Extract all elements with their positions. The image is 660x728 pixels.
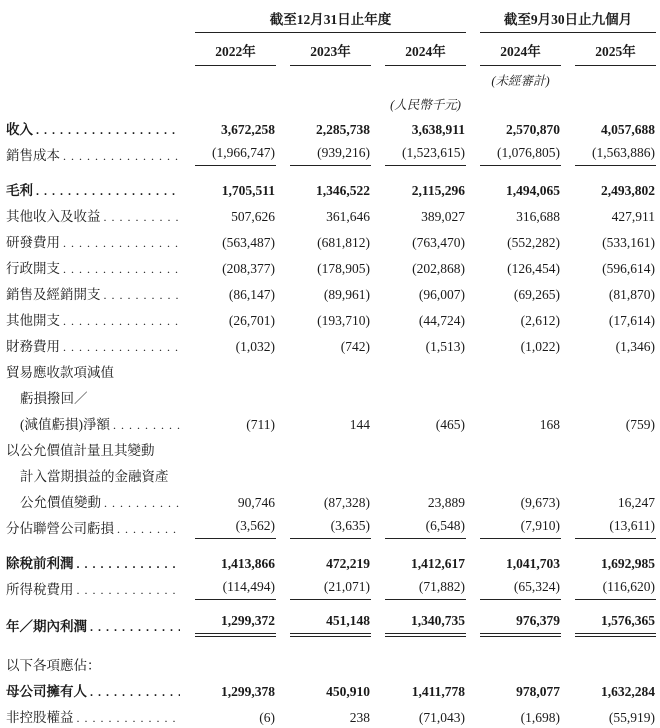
table-row <box>6 227 656 253</box>
table-row <box>6 305 656 331</box>
header-spacer <box>6 6 181 33</box>
cell-value: (563,487) <box>222 235 275 250</box>
cell-value: (193,710) <box>317 313 370 328</box>
row-label <box>6 140 181 166</box>
cell-value: (65,324) <box>466 574 561 600</box>
table-row <box>6 702 656 728</box>
row-label-text: 行政開支 <box>6 261 60 276</box>
cell-value: 90,746 <box>237 495 275 510</box>
unaudited-note: (未經審計) <box>491 74 550 88</box>
cell-value: 978,077 <box>516 684 561 699</box>
cell-value: 1,041,703 <box>506 556 561 571</box>
cell-value: (17,614) <box>608 313 656 328</box>
cell-value: (2,612) <box>520 313 561 328</box>
cell-value: (87,328) <box>323 495 370 510</box>
cell-value: (1,523,615) <box>371 140 466 166</box>
cell-value: (55,919) <box>608 710 656 725</box>
row-label <box>6 600 181 637</box>
row-label-text: 公允價值變動 <box>20 495 101 510</box>
table-row <box>6 201 656 227</box>
table-row <box>6 461 656 487</box>
cell-value: 472,219 <box>326 556 370 571</box>
cell-value: (7,910) <box>466 513 561 539</box>
cell-value: (81,870) <box>608 287 656 302</box>
dot-leader <box>117 521 180 537</box>
financial-statement-table <box>6 6 656 728</box>
table-row <box>6 166 656 201</box>
row-label-text: 非控股權益 <box>6 710 74 725</box>
cell-value: 1,340,735 <box>371 600 466 637</box>
table-row <box>6 409 656 435</box>
row-label-text: 其他開支 <box>6 313 60 328</box>
currency-note-row <box>6 90 656 114</box>
cell-value: (126,454) <box>507 261 561 276</box>
cell-value: 1,705,511 <box>221 183 275 198</box>
row-label <box>6 166 181 201</box>
cell-value: (21,071) <box>276 574 371 600</box>
cell-value: 238 <box>349 710 370 725</box>
cell-value: 427,911 <box>611 209 656 224</box>
period-group-nine-months-title: 截至9月30日止九個月 <box>480 6 656 33</box>
table-row <box>6 279 656 305</box>
cell-value: (116,620) <box>561 574 656 600</box>
row-label <box>6 676 181 702</box>
cell-value: 168 <box>539 417 561 432</box>
row-label-text: (減值虧損)淨額 <box>20 417 110 432</box>
cell-value: (1,346) <box>615 339 656 354</box>
row-label-text: 除稅前利潤 <box>6 556 74 571</box>
row-label <box>6 435 656 461</box>
cell-value: 3,672,258 <box>221 122 275 137</box>
cell-value: (3,562) <box>181 513 276 539</box>
row-label <box>6 357 656 383</box>
row-label-text: 以公允價值計量且其變動 <box>6 443 155 458</box>
cell-value: 1,692,985 <box>601 556 656 571</box>
cell-value: (596,614) <box>602 261 656 276</box>
row-label <box>6 461 656 487</box>
cell-value: (711) <box>246 417 275 432</box>
table-row <box>6 539 656 574</box>
cell-value: 3,638,911 <box>411 122 466 137</box>
cell-value: 1,412,617 <box>411 556 466 571</box>
cell-value: 976,379 <box>466 600 561 637</box>
cell-value: (26,701) <box>228 313 275 328</box>
row-label <box>6 702 181 728</box>
cell-value: 23,889 <box>427 495 466 510</box>
cell-value: 361,646 <box>326 209 370 224</box>
cell-value: (96,007) <box>418 287 466 302</box>
row-label <box>6 383 656 409</box>
cell-value: (465) <box>435 417 466 432</box>
cell-value: (759) <box>625 417 656 432</box>
row-label <box>6 409 181 435</box>
cell-value: (6) <box>259 710 275 725</box>
cell-value: (6,548) <box>371 513 466 539</box>
cell-value: (208,377) <box>222 261 275 276</box>
dot-leader <box>90 684 180 700</box>
cell-value: 1,576,365 <box>561 600 656 637</box>
year-header-row <box>6 33 656 66</box>
cell-value: 450,910 <box>326 684 370 699</box>
table-row <box>6 574 656 600</box>
row-label-text: 研發費用 <box>6 235 60 250</box>
table-row <box>6 331 656 357</box>
table-row <box>6 383 656 409</box>
unaudited-note-row <box>6 66 656 90</box>
row-label-text: 銷售及經銷開支 <box>6 287 101 302</box>
dot-leader <box>77 582 181 598</box>
table-row <box>6 140 656 166</box>
dot-leader <box>104 287 181 303</box>
dot-leader <box>63 261 180 277</box>
cell-value: (552,282) <box>507 235 561 250</box>
cell-value: (9,673) <box>520 495 561 510</box>
cell-value: 144 <box>349 417 370 432</box>
cell-value: 507,626 <box>231 209 275 224</box>
cell-value: (69,265) <box>513 287 561 302</box>
table-row <box>6 253 656 279</box>
dot-leader <box>36 183 180 199</box>
cell-value: 451,148 <box>276 600 371 637</box>
year-header-2023: 2023年 <box>276 33 371 66</box>
row-label-text: 其他收入及收益 <box>6 209 101 224</box>
cell-value: 2,115,296 <box>411 183 466 198</box>
table-body <box>6 114 656 728</box>
dot-leader <box>63 235 180 251</box>
cell-value: (202,868) <box>412 261 466 276</box>
row-label <box>6 114 181 140</box>
cell-value: 1,299,378 <box>221 684 275 699</box>
year-header-2025-9m: 2025年 <box>561 33 656 66</box>
row-label-text: 毛利 <box>6 183 33 198</box>
period-group-row <box>6 6 656 33</box>
cell-value: (1,076,805) <box>466 140 561 166</box>
cell-value: 2,285,738 <box>316 122 370 137</box>
row-label <box>6 513 181 539</box>
cell-value: 4,057,688 <box>601 122 656 137</box>
cell-value: (1,966,747) <box>181 140 276 166</box>
cell-value: (763,470) <box>412 235 466 250</box>
row-label <box>6 279 181 305</box>
cell-value: 389,027 <box>421 209 466 224</box>
cell-value: (1,563,886) <box>561 140 656 166</box>
cell-value: (681,812) <box>317 235 370 250</box>
table-row <box>6 114 656 140</box>
cell-value: (1,022) <box>520 339 561 354</box>
cell-value: 1,413,866 <box>221 556 275 571</box>
table-row <box>6 435 656 461</box>
table-row <box>6 637 656 676</box>
dot-leader <box>90 619 180 635</box>
table-row <box>6 513 656 539</box>
cell-value: (13,611) <box>561 513 656 539</box>
cell-value: 1,299,372 <box>181 600 276 637</box>
row-label <box>6 227 181 253</box>
cell-value: (3,635) <box>276 513 371 539</box>
table-row <box>6 676 656 702</box>
dot-leader <box>63 148 180 164</box>
row-label <box>6 487 181 513</box>
row-label-text: 收入 <box>6 122 33 137</box>
dot-leader <box>63 313 180 329</box>
cell-value: 2,570,870 <box>506 122 561 137</box>
cell-value: (178,905) <box>317 261 370 276</box>
cell-value: (71,882) <box>371 574 466 600</box>
cell-value: (1,698) <box>520 710 561 725</box>
row-label <box>6 331 181 357</box>
table-header <box>6 6 656 114</box>
cell-value: (1,032) <box>235 339 275 354</box>
row-label-text: 計入當期損益的金融資產 <box>20 469 169 484</box>
cell-value: (742) <box>340 339 370 354</box>
year-header-2024-9m: 2024年 <box>466 33 561 66</box>
dot-leader <box>63 339 180 355</box>
row-label-text: 財務費用 <box>6 339 60 354</box>
table-row <box>6 357 656 383</box>
row-label <box>6 201 181 227</box>
row-label-text: 所得稅費用 <box>6 582 74 597</box>
cell-value: 1,632,284 <box>601 684 656 699</box>
cell-value: 16,247 <box>617 495 656 510</box>
row-label-text: 分佔聯營公司虧損 <box>6 521 114 536</box>
row-label <box>6 305 181 331</box>
cell-value: (533,161) <box>602 235 656 250</box>
row-label-text: 母公司擁有人 <box>6 684 87 699</box>
cell-value: (44,724) <box>418 313 466 328</box>
dot-leader <box>113 417 180 433</box>
dot-leader <box>36 122 180 138</box>
cell-value: (939,216) <box>276 140 371 166</box>
row-label <box>6 253 181 279</box>
cell-value: (89,961) <box>323 287 370 302</box>
period-group-annual-title: 截至12月31日止年度 <box>195 6 466 33</box>
cell-value: (71,043) <box>418 710 466 725</box>
cell-value: (86,147) <box>228 287 275 302</box>
header-spacer <box>6 33 181 66</box>
row-label-text: 銷售成本 <box>6 148 60 163</box>
year-header-2024: 2024年 <box>371 33 466 66</box>
table-row <box>6 600 656 637</box>
table-row <box>6 487 656 513</box>
row-label <box>6 539 181 574</box>
dot-leader <box>104 209 181 225</box>
dot-leader <box>77 710 181 726</box>
cell-value: (1,513) <box>425 339 466 354</box>
cell-value: (114,494) <box>181 574 276 600</box>
row-label <box>6 637 656 676</box>
row-label-text: 年／期內利潤 <box>6 619 87 634</box>
row-label-text: 貿易應收款項減值 <box>6 365 114 380</box>
row-label <box>6 574 181 600</box>
cell-value: 1,494,065 <box>506 183 561 198</box>
cell-value: 1,346,522 <box>316 183 370 198</box>
period-group-nine-months <box>466 6 656 33</box>
row-label-text: 以下各項應佔： <box>6 658 101 673</box>
dot-leader <box>104 495 180 511</box>
row-label-text: 虧損撥回／ <box>20 391 88 406</box>
cell-value: 316,688 <box>516 209 561 224</box>
cell-value: 2,493,802 <box>601 183 656 198</box>
period-group-annual <box>181 6 466 33</box>
cell-value: 1,411,778 <box>411 684 466 699</box>
year-header-2022: 2022年 <box>181 33 276 66</box>
currency-note: (人民幣千元) <box>390 98 461 112</box>
dot-leader <box>77 556 181 572</box>
